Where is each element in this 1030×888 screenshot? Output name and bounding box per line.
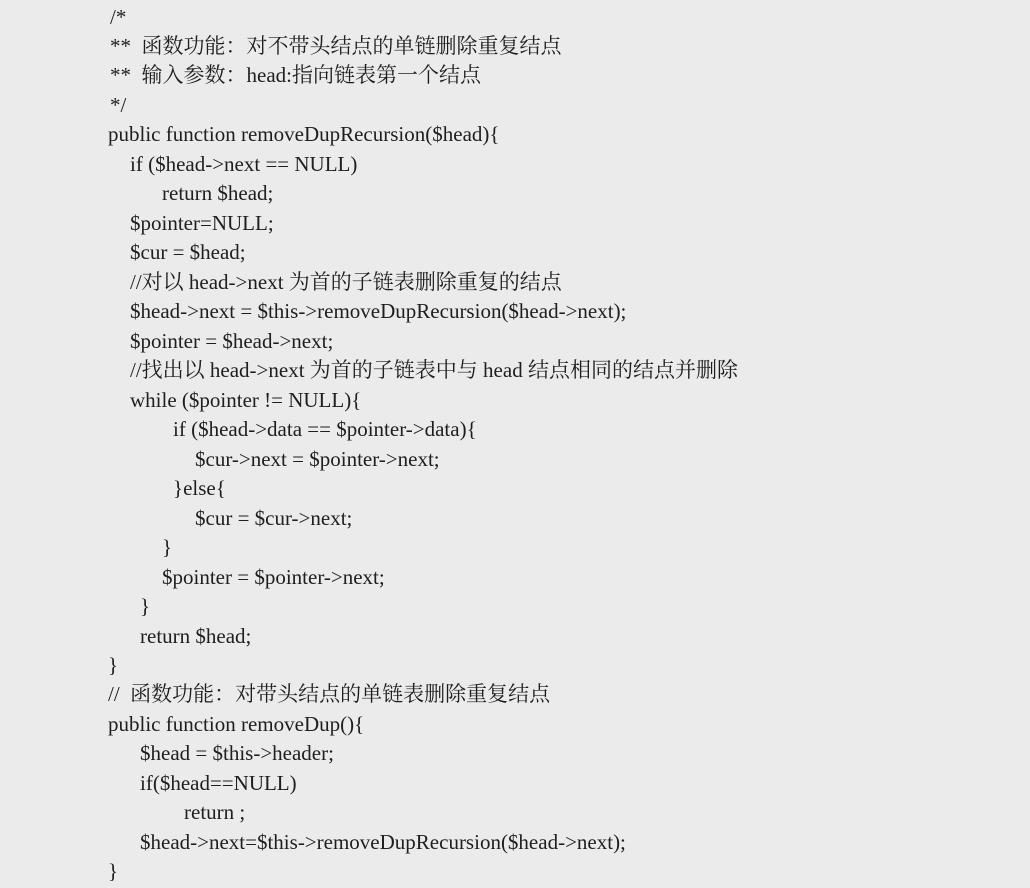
code-line: if ($head->next == NULL) — [130, 152, 358, 176]
code-line: /* — [110, 5, 127, 29]
code-line: public function removeDupRecursion($head){ — [108, 122, 500, 146]
code-line: return $head; — [140, 624, 252, 648]
code-line: $head = $this->header; — [140, 741, 334, 765]
code-line: } — [108, 653, 119, 677]
code-line: public function removeDup(){ — [108, 712, 365, 736]
code-line: $head->next = $this->removeDupRecursion($head->next); — [130, 299, 627, 323]
code-line: */ — [110, 93, 127, 117]
code-line: } — [108, 859, 119, 883]
code-line: $cur = $cur->next; — [195, 506, 353, 530]
code-comment: // 函数功能：对带头结点的单链表删除重复结点 — [108, 682, 551, 706]
code-line: ** 函数功能：对不带头结点的单链删除重复结点 — [110, 34, 562, 58]
code-comment: //对以 head->next 为首的子链表删除重复的结点 — [130, 270, 562, 294]
code-line: } — [162, 535, 173, 559]
code-line: $cur = $head; — [130, 240, 246, 264]
code-line: $cur->next = $pointer->next; — [195, 447, 440, 471]
code-line: if($head==NULL) — [140, 771, 297, 795]
code-line: if ($head->data == $pointer->data){ — [173, 417, 477, 441]
code-comment: //找出以 head->next 为首的子链表中与 head 结点相同的结点并删除 — [130, 358, 738, 382]
code-line: while ($pointer != NULL){ — [130, 388, 362, 412]
code-line: $head->next=$this->removeDupRecursion($head->next); — [140, 830, 626, 854]
code-line: ** 输入参数：head:指向链表第一个结点 — [110, 63, 481, 87]
code-line: return ; — [184, 800, 246, 824]
code-line: $pointer = $pointer->next; — [162, 565, 385, 589]
code-line: $pointer=NULL; — [130, 211, 274, 235]
code-line: $pointer = $head->next; — [130, 329, 334, 353]
code-line: }else{ — [173, 476, 226, 500]
code-line: return $head; — [162, 181, 274, 205]
code-line: } — [140, 594, 151, 618]
